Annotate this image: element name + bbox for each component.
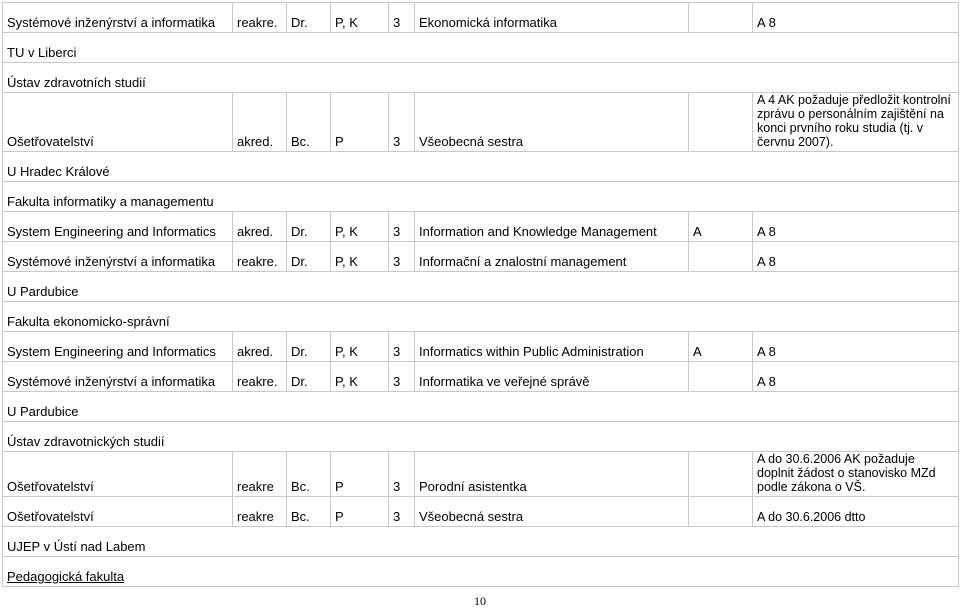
program-row — [3, 452, 959, 497]
program-row — [3, 497, 959, 527]
duration-cell: 3 — [389, 362, 415, 392]
study-form-cell: P — [331, 93, 389, 152]
section-heading: U Pardubice — [3, 392, 959, 422]
duration-cell: 3 — [389, 332, 415, 362]
degree-status-cell: akred. — [233, 212, 287, 242]
decision-cell: A 8 — [753, 212, 959, 242]
degree-status-cell: reakre. — [233, 362, 287, 392]
section-heading-row — [3, 557, 959, 587]
section-heading-row — [3, 392, 959, 422]
specialization-cell: Ekonomická informatika — [415, 3, 689, 33]
program-row — [3, 212, 959, 242]
program-name-cell: Systémové inženýrství a informatika — [3, 362, 233, 392]
decision-cell: A 8 — [753, 362, 959, 392]
program-name-cell: System Engineering and Informatics — [3, 332, 233, 362]
duration-cell: 3 — [389, 93, 415, 152]
section-heading-row — [3, 152, 959, 182]
study-form-cell: P, K — [331, 242, 389, 272]
degree-level-cell: Dr. — [287, 3, 331, 33]
section-heading-row — [3, 182, 959, 212]
section-heading-row — [3, 422, 959, 452]
decision-cell: A 8 — [753, 242, 959, 272]
program-name-cell: System Engineering and Informatics — [3, 212, 233, 242]
language-flag-cell — [689, 3, 753, 33]
language-flag-cell — [689, 362, 753, 392]
section-heading-row — [3, 527, 959, 557]
section-heading-row — [3, 63, 959, 93]
specialization-cell: Všeobecná sestra — [415, 93, 689, 152]
section-heading: Ústav zdravotnických studií — [3, 422, 959, 452]
degree-level-cell: Dr. — [287, 212, 331, 242]
program-name-cell: Ošetřovatelství — [3, 452, 233, 497]
degree-level-cell: Bc. — [287, 93, 331, 152]
specialization-cell: Information and Knowledge Management — [415, 212, 689, 242]
program-row — [3, 93, 959, 152]
decision-note-cell: A do 30.6.2006 AK požaduje doplnit žádost o stanovisko MZd podle zákona o VŠ. — [753, 452, 959, 497]
section-heading: Fakulta informatiky a managementu — [3, 182, 959, 212]
section-heading: TU v Liberci — [3, 33, 959, 63]
section-heading: U Hradec Králové — [3, 152, 959, 182]
degree-status-cell: reakre. — [233, 242, 287, 272]
program-row — [3, 3, 959, 33]
study-form-cell: P, K — [331, 3, 389, 33]
duration-cell: 3 — [389, 242, 415, 272]
section-heading: UJEP v Ústí nad Labem — [3, 527, 959, 557]
section-heading: U Pardubice — [3, 272, 959, 302]
section-heading-row — [3, 302, 959, 332]
language-flag-cell — [689, 497, 753, 527]
study-form-cell: P — [331, 497, 389, 527]
decision-cell: A 8 — [753, 332, 959, 362]
language-flag-cell: A — [689, 212, 753, 242]
specialization-cell: Informatika ve veřejné správě — [415, 362, 689, 392]
duration-cell: 3 — [389, 212, 415, 242]
specialization-cell: Všeobecná sestra — [415, 497, 689, 527]
degree-status-cell: reakre — [233, 497, 287, 527]
specialization-cell: Informatics within Public Administration — [415, 332, 689, 362]
section-heading: Fakulta ekonomicko-správní — [3, 302, 959, 332]
degree-status-cell: reakre. — [233, 3, 287, 33]
language-flag-cell — [689, 93, 753, 152]
specialization-cell: Informační a znalostní management — [415, 242, 689, 272]
program-name-cell: Ošetřovatelství — [3, 497, 233, 527]
decision-cell: A 8 — [753, 3, 959, 33]
language-flag-cell — [689, 452, 753, 497]
degree-level-cell: Dr. — [287, 332, 331, 362]
accreditation-table — [2, 2, 959, 587]
degree-status-cell: akred. — [233, 93, 287, 152]
program-name-cell: Systémové inženýrství a informatika — [3, 242, 233, 272]
language-flag-cell — [689, 242, 753, 272]
section-heading-row — [3, 33, 959, 63]
duration-cell: 3 — [389, 3, 415, 33]
section-heading: Ústav zdravotních studií — [3, 63, 959, 93]
program-row — [3, 332, 959, 362]
degree-level-cell: Dr. — [287, 362, 331, 392]
degree-level-cell: Bc. — [287, 497, 331, 527]
program-name-cell: Ošetřovatelství — [3, 93, 233, 152]
section-heading: Pedagogická fakulta — [3, 557, 959, 587]
duration-cell: 3 — [389, 497, 415, 527]
language-flag-cell: A — [689, 332, 753, 362]
degree-level-cell: Bc. — [287, 452, 331, 497]
study-form-cell: P, K — [331, 332, 389, 362]
decision-note-cell: A do 30.6.2006 dtto — [753, 497, 959, 527]
study-form-cell: P, K — [331, 362, 389, 392]
degree-level-cell: Dr. — [287, 242, 331, 272]
section-heading-row — [3, 272, 959, 302]
specialization-cell: Porodní asistentka — [415, 452, 689, 497]
program-name-cell: Systémové inženýrství a informatika — [3, 3, 233, 33]
program-row — [3, 242, 959, 272]
study-form-cell: P — [331, 452, 389, 497]
duration-cell: 3 — [389, 452, 415, 497]
degree-status-cell: reakre — [233, 452, 287, 497]
decision-note-cell: A 4 AK požaduje předložit kontrolní zprávu o personálním zajištění na konci prvního roku studia (tj. v červnu 2007). — [753, 93, 959, 152]
page-number: 10 — [474, 594, 486, 608]
degree-status-cell: akred. — [233, 332, 287, 362]
program-row — [3, 362, 959, 392]
study-form-cell: P, K — [331, 212, 389, 242]
